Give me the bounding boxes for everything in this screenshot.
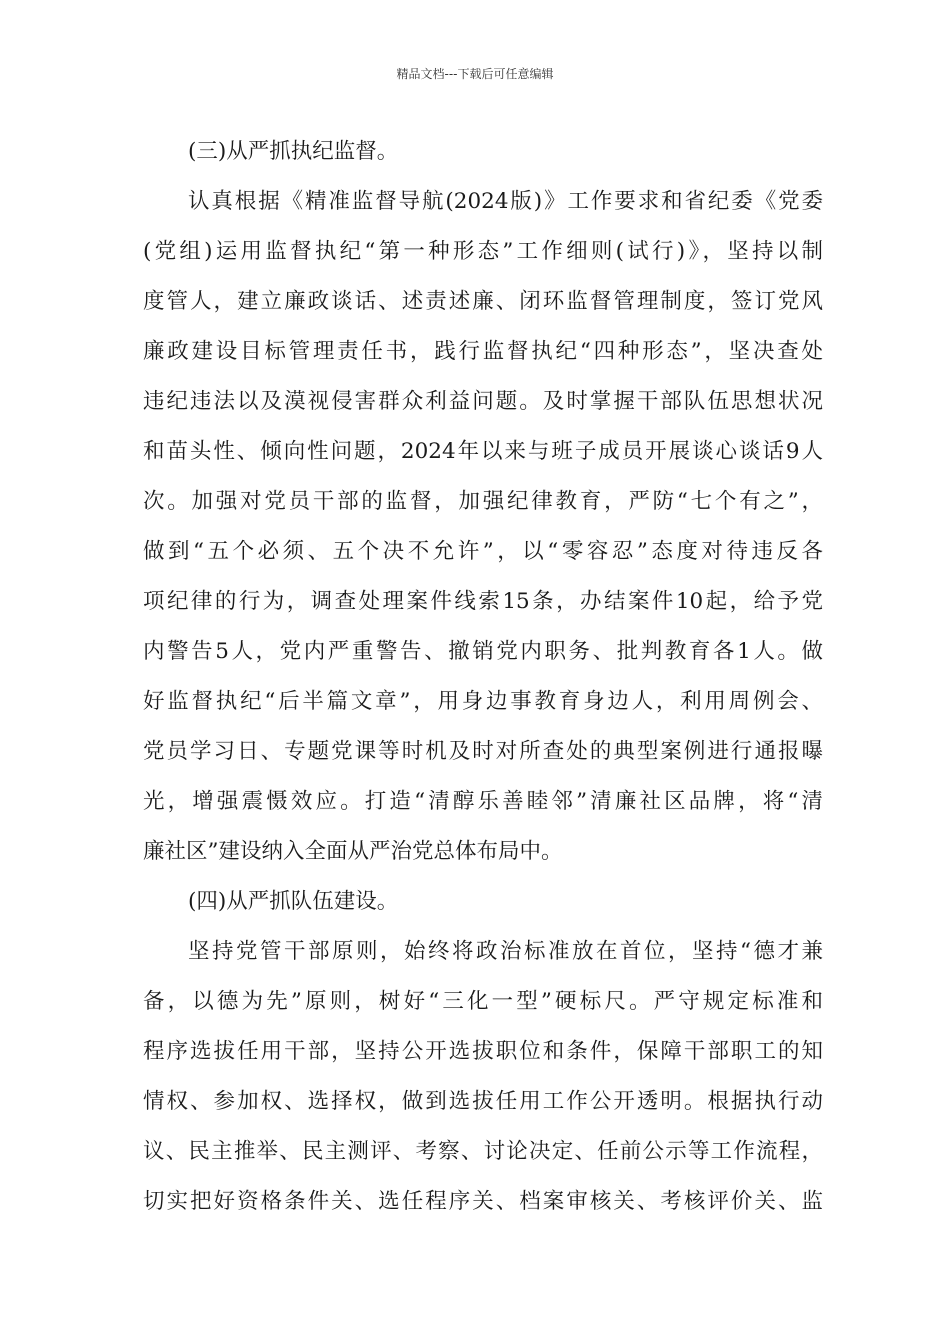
text-line: 情权、参加权、选择权，做到选拔任用工作公开透明。根据执行动: [143, 1089, 823, 1114]
text-line: 光，增强震慑效应。打造“清醇乐善睦邻”清廉社区品牌，将“清: [143, 789, 823, 814]
text-line: 备，以德为先”原则，树好“三化一型”硬标尺。严守规定标准和: [143, 989, 823, 1014]
text-line: 廉政建设目标管理责任书，践行监督执纪“四种形态”，坚决查处: [143, 339, 823, 364]
text-line: 廉社区”建设纳入全面从严治党总体布局中。: [143, 839, 563, 864]
text-line: 违纪违法以及漠视侵害群众利益问题。及时掌握干部队伍思想状况: [143, 389, 823, 414]
text-line: 坚持党管干部原则，始终将政治标准放在首位，坚持“德才兼: [188, 939, 823, 964]
text-line: (四)从严抓队伍建设。: [188, 889, 399, 914]
text-line: 党员学习日、专题党课等时机及时对所查处的典型案例进行通报曝: [143, 739, 823, 764]
text-line: 程序选拔任用干部，坚持公开选拔职位和条件，保障干部职工的知: [143, 1039, 823, 1064]
text-line: 切实把好资格条件关、选任程序关、档案审核关、考核评价关、监: [143, 1189, 823, 1214]
text-line: 次。加强对党员干部的监督，加强纪律教育，严防“七个有之”，: [143, 489, 823, 514]
document-body: [143, 127, 823, 1227]
text-line: (三)从严抓执纪监督。: [188, 139, 399, 164]
text-line: 认真根据《精准监督导航(2024版)》工作要求和省纪委《党委: [188, 189, 823, 214]
text-line: 做到“五个必须、五个决不允许”，以“零容忍”态度对待违反各: [143, 539, 823, 564]
text-line: 议、民主推举、民主测评、考察、讨论决定、任前公示等工作流程，: [143, 1139, 823, 1164]
text-line: 度管人，建立廉政谈话、述责述廉、闭环监督管理制度，签订党风: [143, 289, 823, 314]
text-line: (党组)运用监督执纪“第一种形态”工作细则(试行)》，坚持以制: [143, 239, 823, 264]
text-line: 项纪律的行为，调查处理案件线索15条，办结案件10起，给予党: [143, 589, 823, 614]
text-line: 和苗头性、倾向性问题，2024年以来与班子成员开展谈心谈话9人: [143, 439, 823, 464]
text-line: 好监督执纪“后半篇文章”，用身边事教育身边人，利用周例会、: [143, 689, 823, 714]
text-line: 内警告5人，党内严重警告、撤销党内职务、批判教育各1人。做: [143, 639, 823, 664]
page-header: 精品文档---下载后可任意编辑: [396, 67, 554, 81]
